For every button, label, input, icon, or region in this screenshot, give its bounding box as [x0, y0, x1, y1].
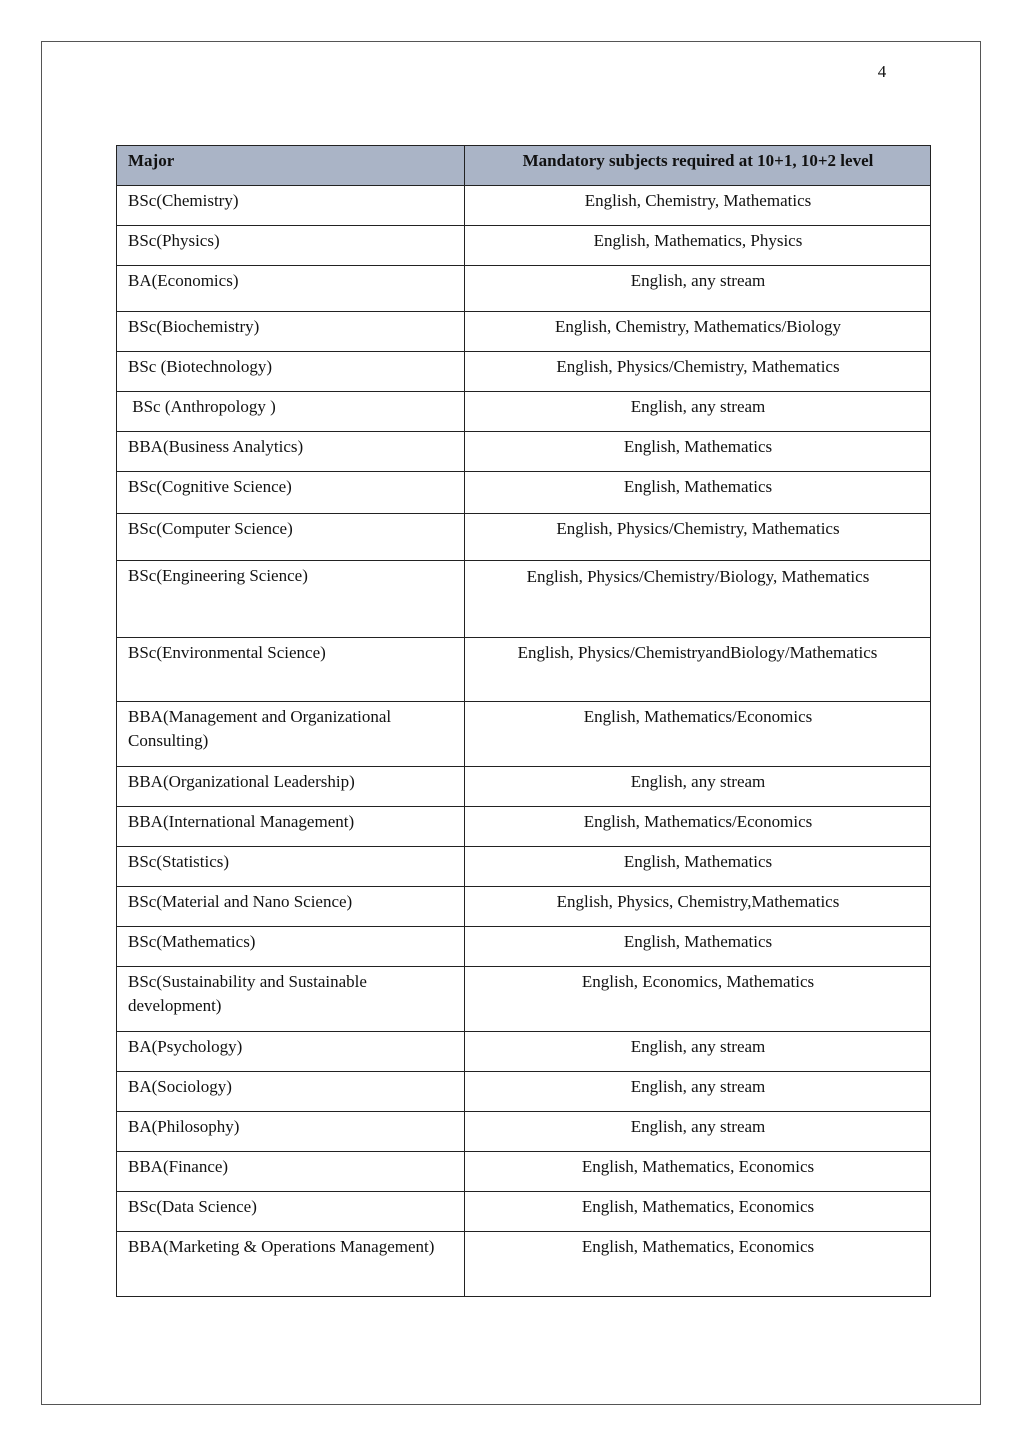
subjects-cell: English, any stream [465, 767, 931, 807]
major-cell: BSc(Mathematics) [117, 927, 465, 967]
major-cell: BSc(Material and Nano Science) [117, 887, 465, 927]
major-cell: BSc(Chemistry) [117, 186, 465, 226]
major-cell: BSc (Anthropology ) [117, 392, 465, 432]
table-row [117, 266, 931, 312]
subjects-cell: English, any stream [465, 1112, 931, 1152]
major-cell: BSc(Cognitive Science) [117, 472, 465, 514]
table-row [117, 638, 931, 702]
major-cell: BSc(Biochemistry) [117, 312, 465, 352]
subjects-cell: English, Physics, Chemistry,Mathematics [465, 887, 931, 927]
subjects-cell: English, Physics/Chemistry, Mathematics [465, 514, 931, 561]
table-row [117, 1032, 931, 1072]
major-cell: BSc(Engineering Science) [117, 561, 465, 638]
major-cell: BA(Sociology) [117, 1072, 465, 1112]
table-row [117, 1152, 931, 1192]
subjects-cell: English, any stream [465, 266, 931, 312]
table-row [117, 352, 931, 392]
table-row [117, 514, 931, 561]
table-row [117, 927, 931, 967]
subjects-cell: English, Mathematics, Economics [465, 1152, 931, 1192]
major-cell: BSc(Statistics) [117, 847, 465, 887]
table-row [117, 702, 931, 767]
major-cell: BBA(Management and Organizational Consulting) [117, 702, 465, 767]
major-cell: BBA(Business Analytics) [117, 432, 465, 472]
subjects-cell: English, Mathematics/Economics [465, 807, 931, 847]
subjects-cell [465, 561, 931, 638]
major-cell: BBA(Organizational Leadership) [117, 767, 465, 807]
subjects-cell: English, Chemistry, Mathematics/Biology [465, 312, 931, 352]
table-row [117, 226, 931, 266]
subjects-cell: English, Mathematics, Economics [465, 1192, 931, 1232]
major-cell: BBA(International Management) [117, 807, 465, 847]
table-row [117, 807, 931, 847]
major-cell: BSc(Environmental Science) [117, 638, 465, 702]
table-row [117, 887, 931, 927]
major-cell: BA(Economics) [117, 266, 465, 312]
subjects-cell: English, Economics, Mathematics [465, 967, 931, 1032]
table-row [117, 1192, 931, 1232]
major-cell: BSc (Biotechnology) [117, 352, 465, 392]
major-cell: BSc(Computer Science) [117, 514, 465, 561]
subjects-cell: English, Mathematics/Economics [465, 702, 931, 767]
subjects-cell: English, Physics/ChemistryandBiology/Mathematics [465, 638, 931, 702]
subjects-cell: English, Mathematics [465, 472, 931, 514]
subjects-cell: English, Physics/Chemistry, Mathematics [465, 352, 931, 392]
subjects-cell: English, Mathematics, Economics [465, 1232, 931, 1297]
subjects-cell: English, any stream [465, 1032, 931, 1072]
subjects-text: English, Physics/Chemistry/Biology, Mathematics [526, 567, 870, 586]
subjects-cell: English, any stream [465, 392, 931, 432]
table-row [117, 186, 931, 226]
major-cell: BA(Philosophy) [117, 1112, 465, 1152]
table-header-row [117, 146, 931, 186]
header-mandatory-subjects: Mandatory subjects required at 10+1, 10+2 level [465, 146, 931, 186]
table-row [117, 967, 931, 1032]
major-cell: BSc(Physics) [117, 226, 465, 266]
table-row [117, 561, 931, 638]
major-cell: BSc(Sustainability and Sustainable development) [117, 967, 465, 1032]
subjects-cell: English, Chemistry, Mathematics [465, 186, 931, 226]
major-cell: BBA(Finance) [117, 1152, 465, 1192]
subjects-cell: English, Mathematics [465, 927, 931, 967]
major-cell: BBA(Marketing & Operations Management) [117, 1232, 465, 1297]
table-row [117, 312, 931, 352]
major-cell: BSc(Data Science) [117, 1192, 465, 1232]
subjects-cell: English, any stream [465, 1072, 931, 1112]
table-row [117, 1232, 931, 1297]
requirements-table [116, 145, 931, 1297]
subjects-cell: English, Mathematics [465, 847, 931, 887]
table-row [117, 432, 931, 472]
table-row [117, 472, 931, 514]
table-row [117, 1112, 931, 1152]
table-row [117, 392, 931, 432]
table-row [117, 767, 931, 807]
subjects-cell: English, Mathematics, Physics [465, 226, 931, 266]
major-cell: BA(Psychology) [117, 1032, 465, 1072]
table-row [117, 847, 931, 887]
table-row [117, 1072, 931, 1112]
page-number: 4 [877, 62, 887, 81]
header-major: Major [117, 146, 465, 186]
subjects-cell: English, Mathematics [465, 432, 931, 472]
